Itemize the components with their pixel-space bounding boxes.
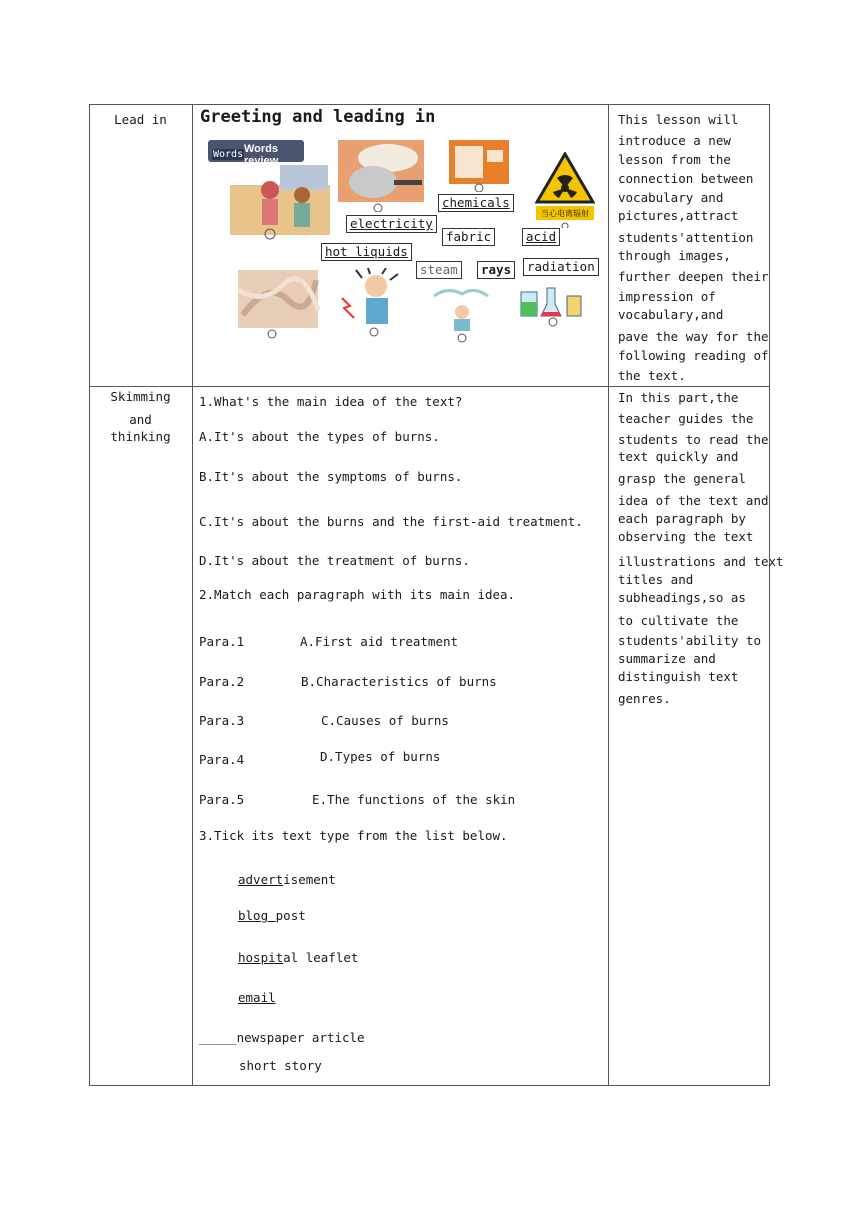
type-advertisement: advertisement <box>238 872 336 887</box>
para-label: Para.3 <box>199 713 245 728</box>
para-label: Para.1 <box>199 634 245 649</box>
note-line: students to read the <box>618 432 769 447</box>
acid-lab-picture <box>517 282 589 328</box>
note-line: vocabulary,and <box>618 307 724 322</box>
note-line: illustrations and text <box>618 554 784 569</box>
word-fabric: fabric <box>442 228 495 246</box>
radiation-sign-caption: 当心电离辐射 <box>541 209 589 218</box>
word-acid: acid <box>522 228 560 246</box>
para-label: Para.4 <box>199 752 245 767</box>
note-line: text quickly and <box>618 449 739 464</box>
row-divider <box>90 386 769 387</box>
type-newspaper-article: _____newspaper article <box>199 1030 365 1045</box>
word-hot-liquids: hot liquids <box>321 243 412 261</box>
note-line: pictures,attract <box>618 208 739 223</box>
note-line: genres. <box>618 691 671 706</box>
main-idea: E.The functions of the skin <box>312 792 516 807</box>
fabric-picture <box>238 270 320 340</box>
main-idea: A.First aid treatment <box>300 634 459 649</box>
question-1: 1.What's the main idea of the text? <box>199 394 463 409</box>
word-radiation: radiation <box>523 258 599 276</box>
para-label: Para.2 <box>199 674 245 689</box>
note-line: connection between <box>618 171 754 186</box>
note-line: distinguish text <box>618 669 739 684</box>
note-line: grasp the general <box>618 471 746 486</box>
main-idea: D.Types of burns <box>320 749 441 764</box>
q1-option-b: B.It's about the symptoms of burns. <box>199 469 463 484</box>
stage-lead-in: Lead in <box>114 112 167 127</box>
note-line: subheadings,so as <box>618 590 746 605</box>
note-line: through images, <box>618 248 731 263</box>
lead-in-heading: Greeting and leading in <box>200 107 436 127</box>
word-steam: steam <box>416 261 462 279</box>
type-blog-post: blog post <box>238 908 306 923</box>
note-line: students'ability to <box>618 633 761 648</box>
type-email: email <box>238 990 276 1005</box>
note-line: introduce a new <box>618 133 731 148</box>
boiling-pot-picture <box>338 140 424 212</box>
electric-shock-picture <box>336 268 410 340</box>
note-line: each paragraph by <box>618 511 746 526</box>
question-3: 3.Tick its text type from the list below. <box>199 828 508 843</box>
column-divider-2 <box>608 105 609 1085</box>
note-line: This lesson will <box>618 112 739 127</box>
note-line: idea of the text and <box>618 493 769 508</box>
note-line: further deepen their <box>618 269 769 284</box>
word-rays: rays <box>477 261 515 279</box>
note-line: titles and <box>618 572 694 587</box>
note-line: students'attention <box>618 230 754 245</box>
main-idea: C.Causes of burns <box>321 713 449 728</box>
q1-option-c: C.It's about the burns and the first-aid treatment. <box>199 514 583 529</box>
note-line: pave the way for the <box>618 329 769 344</box>
q1-option-d: D.It's about the treatment of burns. <box>199 553 470 568</box>
note-line: In this part,the <box>618 390 739 405</box>
words-review-banner: Words review Words <box>208 140 304 162</box>
main-idea: B.Characteristics of burns <box>301 674 497 689</box>
question-2: 2.Match each paragraph with its main idea. <box>199 587 516 602</box>
type-hospital-leaflet: hospital leaflet <box>238 950 359 965</box>
word-electricity: electricity <box>346 215 437 233</box>
type-short-story: short story <box>239 1058 322 1073</box>
chemical-warning-sign-picture <box>449 140 511 192</box>
note-line: the text. <box>618 368 686 383</box>
kitchen-accident-picture <box>230 165 330 245</box>
note-line: to cultivate the <box>618 613 739 628</box>
column-divider-1 <box>192 105 193 1085</box>
para-label: Para.5 <box>199 792 245 807</box>
word-chemicals: chemicals <box>438 194 514 212</box>
note-line: impression of <box>618 289 716 304</box>
note-line: lesson from the <box>618 152 731 167</box>
q1-option-a: A.It's about the types of burns. <box>199 429 440 444</box>
note-line: following reading of <box>618 348 769 363</box>
note-line: vocabulary and <box>618 190 724 205</box>
note-line: summarize and <box>618 651 716 666</box>
steam-person-picture <box>428 284 494 344</box>
note-line: teacher guides the <box>618 411 754 426</box>
note-line: observing the text <box>618 529 754 544</box>
